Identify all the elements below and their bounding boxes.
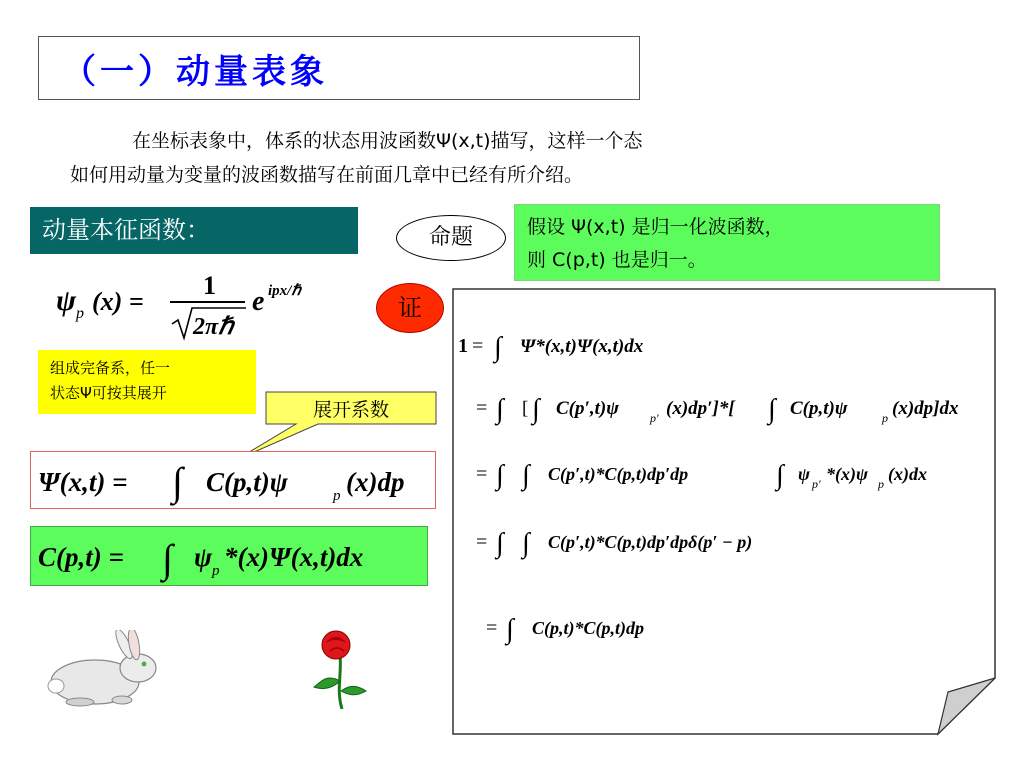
step2-eq: = xyxy=(476,397,488,419)
integral-sign-icon: ∫ xyxy=(768,394,776,425)
formula-psi-sub: p xyxy=(76,305,84,322)
formula-exp-power: ipx/ℏ xyxy=(268,283,301,299)
proposition-line-1: 假设 Ψ(x,t) 是归一化波函数， xyxy=(527,216,784,238)
integral-sign-icon: ∫ xyxy=(496,528,504,559)
step2-sub2: p xyxy=(882,411,888,425)
step5-eq: = xyxy=(486,617,498,639)
integral-sign-icon: ∫ xyxy=(496,394,504,425)
completeness-line-2: 状态Ψ可按其展开 xyxy=(50,384,167,402)
integral-sign-icon: ∫ xyxy=(494,332,502,363)
proposition-box xyxy=(514,204,940,281)
formula-exp-base: e xyxy=(252,286,265,317)
step1-one: 1 xyxy=(458,335,468,357)
integral-sign-icon: ∫ xyxy=(522,460,530,491)
integral-sign-icon: ∫ xyxy=(522,528,530,559)
expansion-integrand: C(p,t)ψ xyxy=(206,467,288,497)
intro-line-1: 在坐标表象中，体系的状态用波函数Ψ(x,t)描写，这样一个态 xyxy=(132,130,643,152)
integral-sign-icon: ∫ xyxy=(172,459,183,504)
coefficient-sub: p xyxy=(212,563,220,579)
callout-bubble xyxy=(0,0,460,460)
integral-sign-icon: ∫ xyxy=(532,394,540,425)
step2-open: [ xyxy=(522,398,529,419)
step3-tail: (x)dx xyxy=(888,464,927,484)
step3-a: C(p′,t)*C(p,t)dp′dp xyxy=(548,464,689,484)
step1-body: Ψ*(x,t)Ψ(x,t)dx xyxy=(520,336,644,357)
integral-sign-icon: ∫ xyxy=(162,536,173,581)
integral-sign-icon: ∫ xyxy=(496,460,504,491)
formula-lhs-arg: (x) = xyxy=(92,287,144,316)
completeness-line-1: 组成完备系，任一 xyxy=(50,359,171,377)
coefficient-psi: ψ xyxy=(194,542,213,572)
rose-icon xyxy=(300,625,380,711)
step3-mid: *(x)ψ xyxy=(826,464,869,484)
step3-eq: = xyxy=(476,463,488,485)
eigenfunction-label: 动量本征函数： xyxy=(30,207,358,254)
integral-sign-icon: ∫ xyxy=(776,460,784,491)
step2-c2: C(p,t)ψ xyxy=(790,398,848,419)
step3-sub2: p xyxy=(878,477,884,491)
step2-sub1: p′ xyxy=(650,411,659,425)
expansion-lhs: Ψ(x,t) = xyxy=(38,467,128,497)
expansion-formula xyxy=(30,451,436,509)
page-title: （一）动量表象 xyxy=(62,52,328,92)
integral-sign-icon: ∫ xyxy=(506,614,514,645)
formula-denominator: 2πℏ xyxy=(193,314,234,340)
step3-psi1: ψ xyxy=(798,464,811,484)
step4-eq: = xyxy=(476,531,488,553)
proof-marker: 证 xyxy=(376,283,444,333)
callout-label: 展开系数 xyxy=(312,399,390,421)
expansion-sub: p xyxy=(333,488,341,504)
formula-psi: ψ xyxy=(56,284,77,317)
step1-eq: = xyxy=(472,335,484,357)
proposition-label: 命题 xyxy=(396,215,506,261)
coefficient-formula xyxy=(30,526,428,586)
proof-note-card xyxy=(452,288,996,736)
step4-a: C(p′,t)*C(p,t)dp′dpδ(p′ − p) xyxy=(548,532,753,552)
step5-a: C(p,t)*C(p,t)dp xyxy=(532,618,644,638)
intro-line-2: 如何用动量为变量的波函数描写在前面几章中已经有所介绍。 xyxy=(70,164,584,186)
step2-c1: C(p′,t)ψ xyxy=(556,398,619,419)
step2-tail: (x)dp]dx xyxy=(892,398,959,419)
coefficient-lhs: C(p,t) = xyxy=(38,542,124,572)
step2-mid: (x)dp′]*[ xyxy=(666,398,735,419)
formula-numerator: 1 xyxy=(203,271,216,300)
expansion-tail: (x)dp xyxy=(346,467,405,497)
step3-sub1: p′ xyxy=(812,477,821,491)
proposition-line-2: 则 C(p,t) 也是归一。 xyxy=(527,249,707,271)
rabbit-icon xyxy=(40,630,170,710)
coefficient-tail: *(x)Ψ(x,t)dx xyxy=(224,542,364,572)
